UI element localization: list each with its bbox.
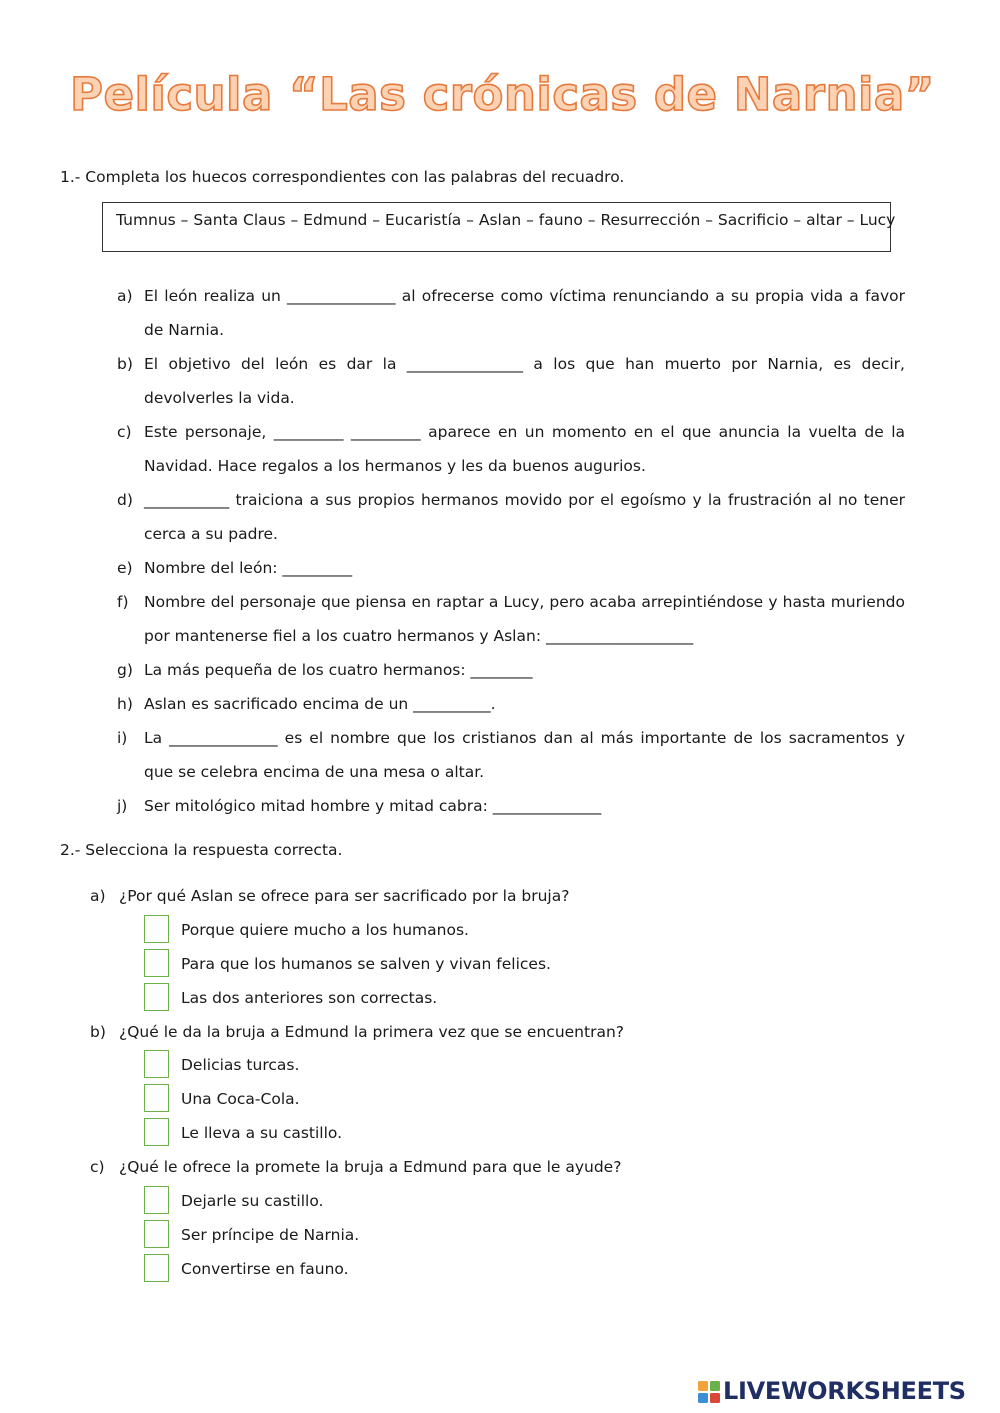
option-label: Para que los humanos se salven y vivan felices. (181, 955, 551, 973)
word-bank-box (102, 202, 896, 252)
option-label: Dejarle su castillo. (181, 1192, 324, 1210)
section2-heading: 2.- Selecciona la respuesta correcta. (60, 841, 343, 859)
answer-checkbox[interactable] (144, 949, 169, 977)
answer-checkbox[interactable] (144, 1084, 169, 1112)
answer-checkbox[interactable] (144, 1254, 169, 1282)
option-label: Ser príncipe de Narnia. (181, 1226, 360, 1244)
item-letter: h) (117, 695, 133, 713)
answer-checkbox[interactable] (144, 1186, 169, 1214)
item-letter: a) (117, 287, 133, 305)
question-letter: a) (90, 887, 106, 905)
fill-item-d (117, 483, 905, 551)
fill-item-f (117, 585, 905, 653)
item-text: El objetivo del león es dar la _______________ a los que han muerto por Narnia, es decir, devolverles la vida. (144, 355, 905, 407)
fill-item-j (117, 789, 905, 823)
item-text: Este personaje, _________ _________ aparece en un momento en el que anuncia la vuelta de la Navidad. Hace regalos a los hermanos y les da buenos augurios. (144, 423, 905, 475)
item-letter: i) (117, 729, 128, 747)
question-letter: c) (90, 1158, 105, 1176)
item-text: Nombre del personaje que piensa en raptar a Lucy, pero acaba arrepintiéndose y hasta muriendo por mantenerse fiel a los cuatro hermanos y Aslan: ___________________ (144, 593, 905, 645)
item-letter: b) (117, 355, 133, 373)
fill-item-h (117, 687, 905, 721)
brand-name: LIVEWORKSHEETS (723, 1377, 966, 1405)
question-text: ¿Qué le da la bruja a Edmund la primera vez que se encuentran? (119, 1023, 624, 1041)
item-text: La ______________ es el nombre que los cristianos dan al más importante de los sacramentos y que se celebra encima de una mesa o altar. (144, 729, 905, 781)
fill-item-g (117, 653, 905, 687)
item-text: ___________ traiciona a sus propios hermanos movido por el egoísmo y la frustración al no tener cerca a su padre. (144, 491, 905, 543)
answer-checkbox[interactable] (144, 1220, 169, 1248)
fill-item-c (117, 415, 905, 483)
item-letter: e) (117, 559, 133, 577)
fill-item-i (117, 721, 905, 789)
item-text: El león realiza un ______________ al ofrecerse como víctima renunciando a su propia vida a favor de Narnia. (144, 287, 905, 339)
fill-item-a (117, 279, 905, 347)
answer-checkbox[interactable] (144, 915, 169, 943)
section1-heading: 1.- Completa los huecos correspondientes con las palabras del recuadro. (60, 168, 625, 186)
answer-checkbox[interactable] (144, 1050, 169, 1078)
word-bank-text: Tumnus – Santa Claus – Edmund – Eucaristía – Aslan – fauno – Resurrección – Sacrificio – altar – Lucy (116, 211, 896, 229)
answer-checkbox[interactable] (144, 983, 169, 1011)
question-letter: b) (90, 1023, 106, 1041)
item-text: Nombre del león: _________ (144, 559, 353, 577)
fill-item-e (117, 551, 905, 585)
option-label: Le lleva a su castillo. (181, 1124, 343, 1142)
option-label: Las dos anteriores son correctas. (181, 989, 438, 1007)
fill-item-b (117, 347, 905, 415)
answer-checkbox[interactable] (144, 1118, 169, 1146)
question-a (90, 887, 569, 905)
option-label: Porque quiere mucho a los humanos. (181, 921, 469, 939)
option-label: Delicias turcas. (181, 1056, 300, 1074)
liveworksheets-icon (697, 1380, 721, 1404)
question-b (90, 1023, 624, 1041)
question-text: ¿Qué le ofrece la promete la bruja a Edmund para que le ayude? (119, 1158, 622, 1176)
option-label: Una Coca-Cola. (181, 1090, 300, 1108)
item-letter: j) (117, 797, 128, 815)
item-letter: d) (117, 491, 133, 509)
item-letter: g) (117, 661, 133, 679)
item-letter: c) (117, 423, 132, 441)
question-c (90, 1158, 621, 1176)
worksheet-title: Película “Las crónicas de Narnia” (70, 68, 935, 121)
item-letter: f) (117, 593, 129, 611)
item-text: Ser mitológico mitad hombre y mitad cabra: ______________ (144, 797, 602, 815)
fill-in-list (117, 279, 905, 823)
option-label: Convertirse en fauno. (181, 1260, 349, 1278)
item-text: La más pequeña de los cuatro hermanos: ________ (144, 661, 533, 679)
item-text: Aslan es sacrificado encima de un __________. (144, 695, 496, 713)
question-text: ¿Por qué Aslan se ofrece para ser sacrificado por la bruja? (119, 887, 570, 905)
